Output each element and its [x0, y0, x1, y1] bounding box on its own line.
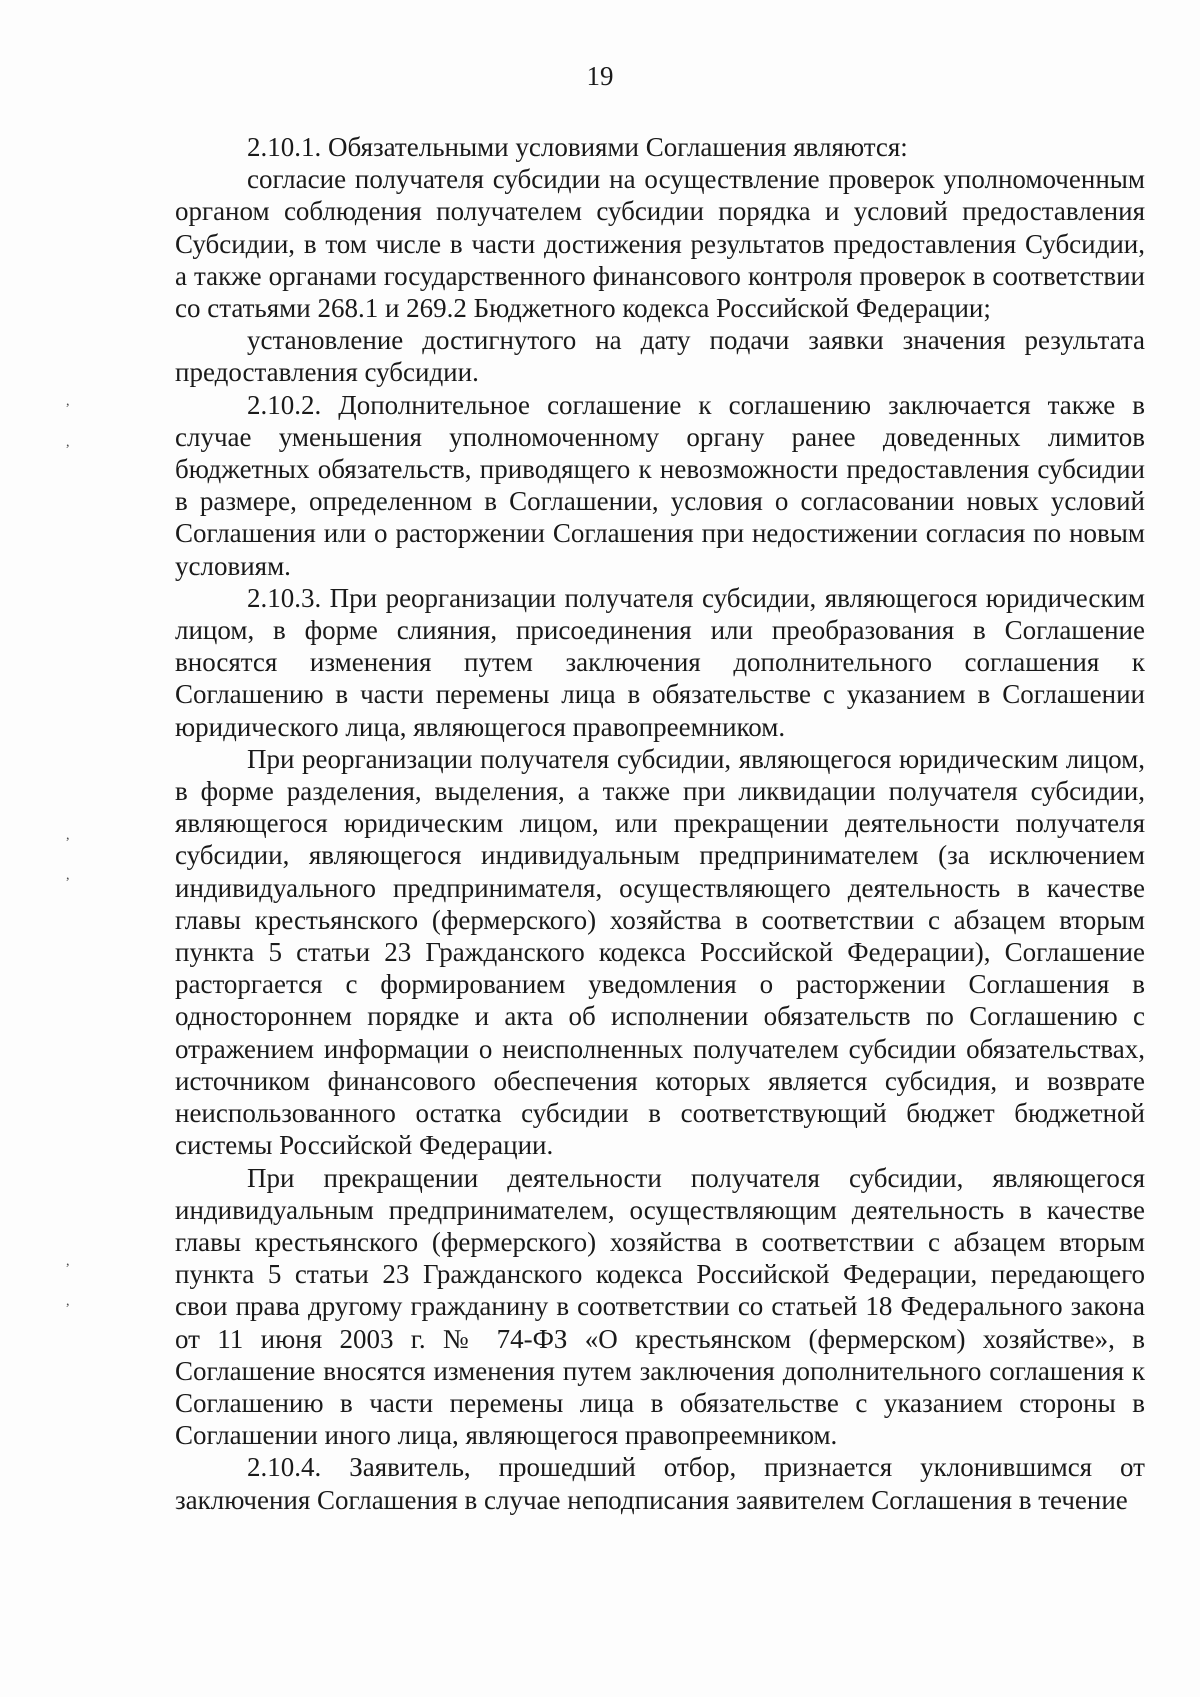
document-body	[175, 131, 1145, 1516]
paragraph-condition-consent: согласие получателя субсидии на осуществление проверок уполномоченным органом соблюдения получателем субсидии порядка и условий предоставления Субсидии, в том числе в части достижения результатов предоставления Субсидии, а также органами государственного финансового контроля проверок в соответствии со статьями 268.1 и 269.2 Бюджетного кодекса Российской Федерации;	[175, 164, 1145, 324]
paragraph-2-10-1: 2.10.1. Обязательными условиями Соглашения являются:	[247, 132, 908, 162]
page-number: 19	[586, 61, 614, 91]
paragraph-2-10-3: 2.10.3. При реорганизации получателя субсидии, являющегося юридическим лицом, в форме слияния, присоединения или преобразования в Соглашение вносятся изменения путем заключения дополнительного соглашения к Соглашению в части перемены лица в обязательстве с указанием в Соглашении юридического лица, являющегося правопреемником.	[175, 582, 1145, 742]
paragraph-2-10-4: 2.10.4. Заявитель, прошедший отбор, признается уклонившимся от заключения Соглашения в случае неподписания заявителем Соглашения в течение	[175, 1452, 1145, 1515]
paragraph-condition-result: установление достигнутого на дату подачи заявки значения результата предоставления субсидии.	[175, 325, 1145, 388]
paragraph-reorganization-division: При реорганизации получателя субсидии, являющегося юридическим лицом, в форме разделения, выделения, а также при ликвидации получателя субсидии, являющегося юридическим лицом, или прекращении деятельности получателя субсидии, являющегося индивидуальным предпринимателем (за исключением индивидуального предпринимателя, осуществляющего деятельность в качестве главы крестьянского (фермерского) хозяйства в соответствии с абзацем вторым пункта 5 статьи 23 Гражданского кодекса Российской Федерации), Соглашение расторгается с формированием уведомления о расторжении Соглашения в одностороннем порядке и акта об исполнении обязательств по Соглашению с отражением информации о неисполненных получателем субсидии обязательствах, источником финансового обеспечения которых является субсидия, и возврате неиспользованного остатка субсидии в соответствующий бюджет бюджетной системы Российской Федерации.	[175, 743, 1145, 1161]
margin-mark: ,	[66, 828, 70, 843]
margin-mark: ,	[66, 1294, 70, 1309]
margin-mark: ,	[66, 394, 70, 409]
margin-mark: ,	[66, 868, 70, 883]
margin-mark: ,	[66, 435, 70, 450]
paragraph-2-10-2: 2.10.2. Дополнительное соглашение к соглашению заключается также в случае уменьшения уполномоченному органу ранее доведенных лимитов бюджетных обязательств, приводящего к невозможности предоставления субсидии в размере, определенном в Соглашении, условия о согласовании новых условий Соглашения или о расторжении Соглашения при недостижении согласия по новым условиям.	[175, 389, 1145, 581]
paragraph-termination-farmer: При прекращении деятельности получателя субсидии, являющегося индивидуальным предпринимателем, осуществляющим деятельность в качестве главы крестьянского (фермерского) хозяйства в соответствии с абзацем вторым пункта 5 статьи 23 Гражданского кодекса Российской Федерации, передающего свои права другому гражданину в соответствии со статьей 18 Федерального закона от 11 июня 2003 г. № 74-ФЗ «О крестьянском (фермерском) хозяйстве», в Соглашение вносятся изменения путем заключения дополнительного соглашения к Соглашению в части перемены лица в обязательстве с указанием стороны в Соглашении иного лица, являющегося правопреемником.	[175, 1162, 1145, 1451]
margin-mark: ,	[66, 1254, 70, 1269]
